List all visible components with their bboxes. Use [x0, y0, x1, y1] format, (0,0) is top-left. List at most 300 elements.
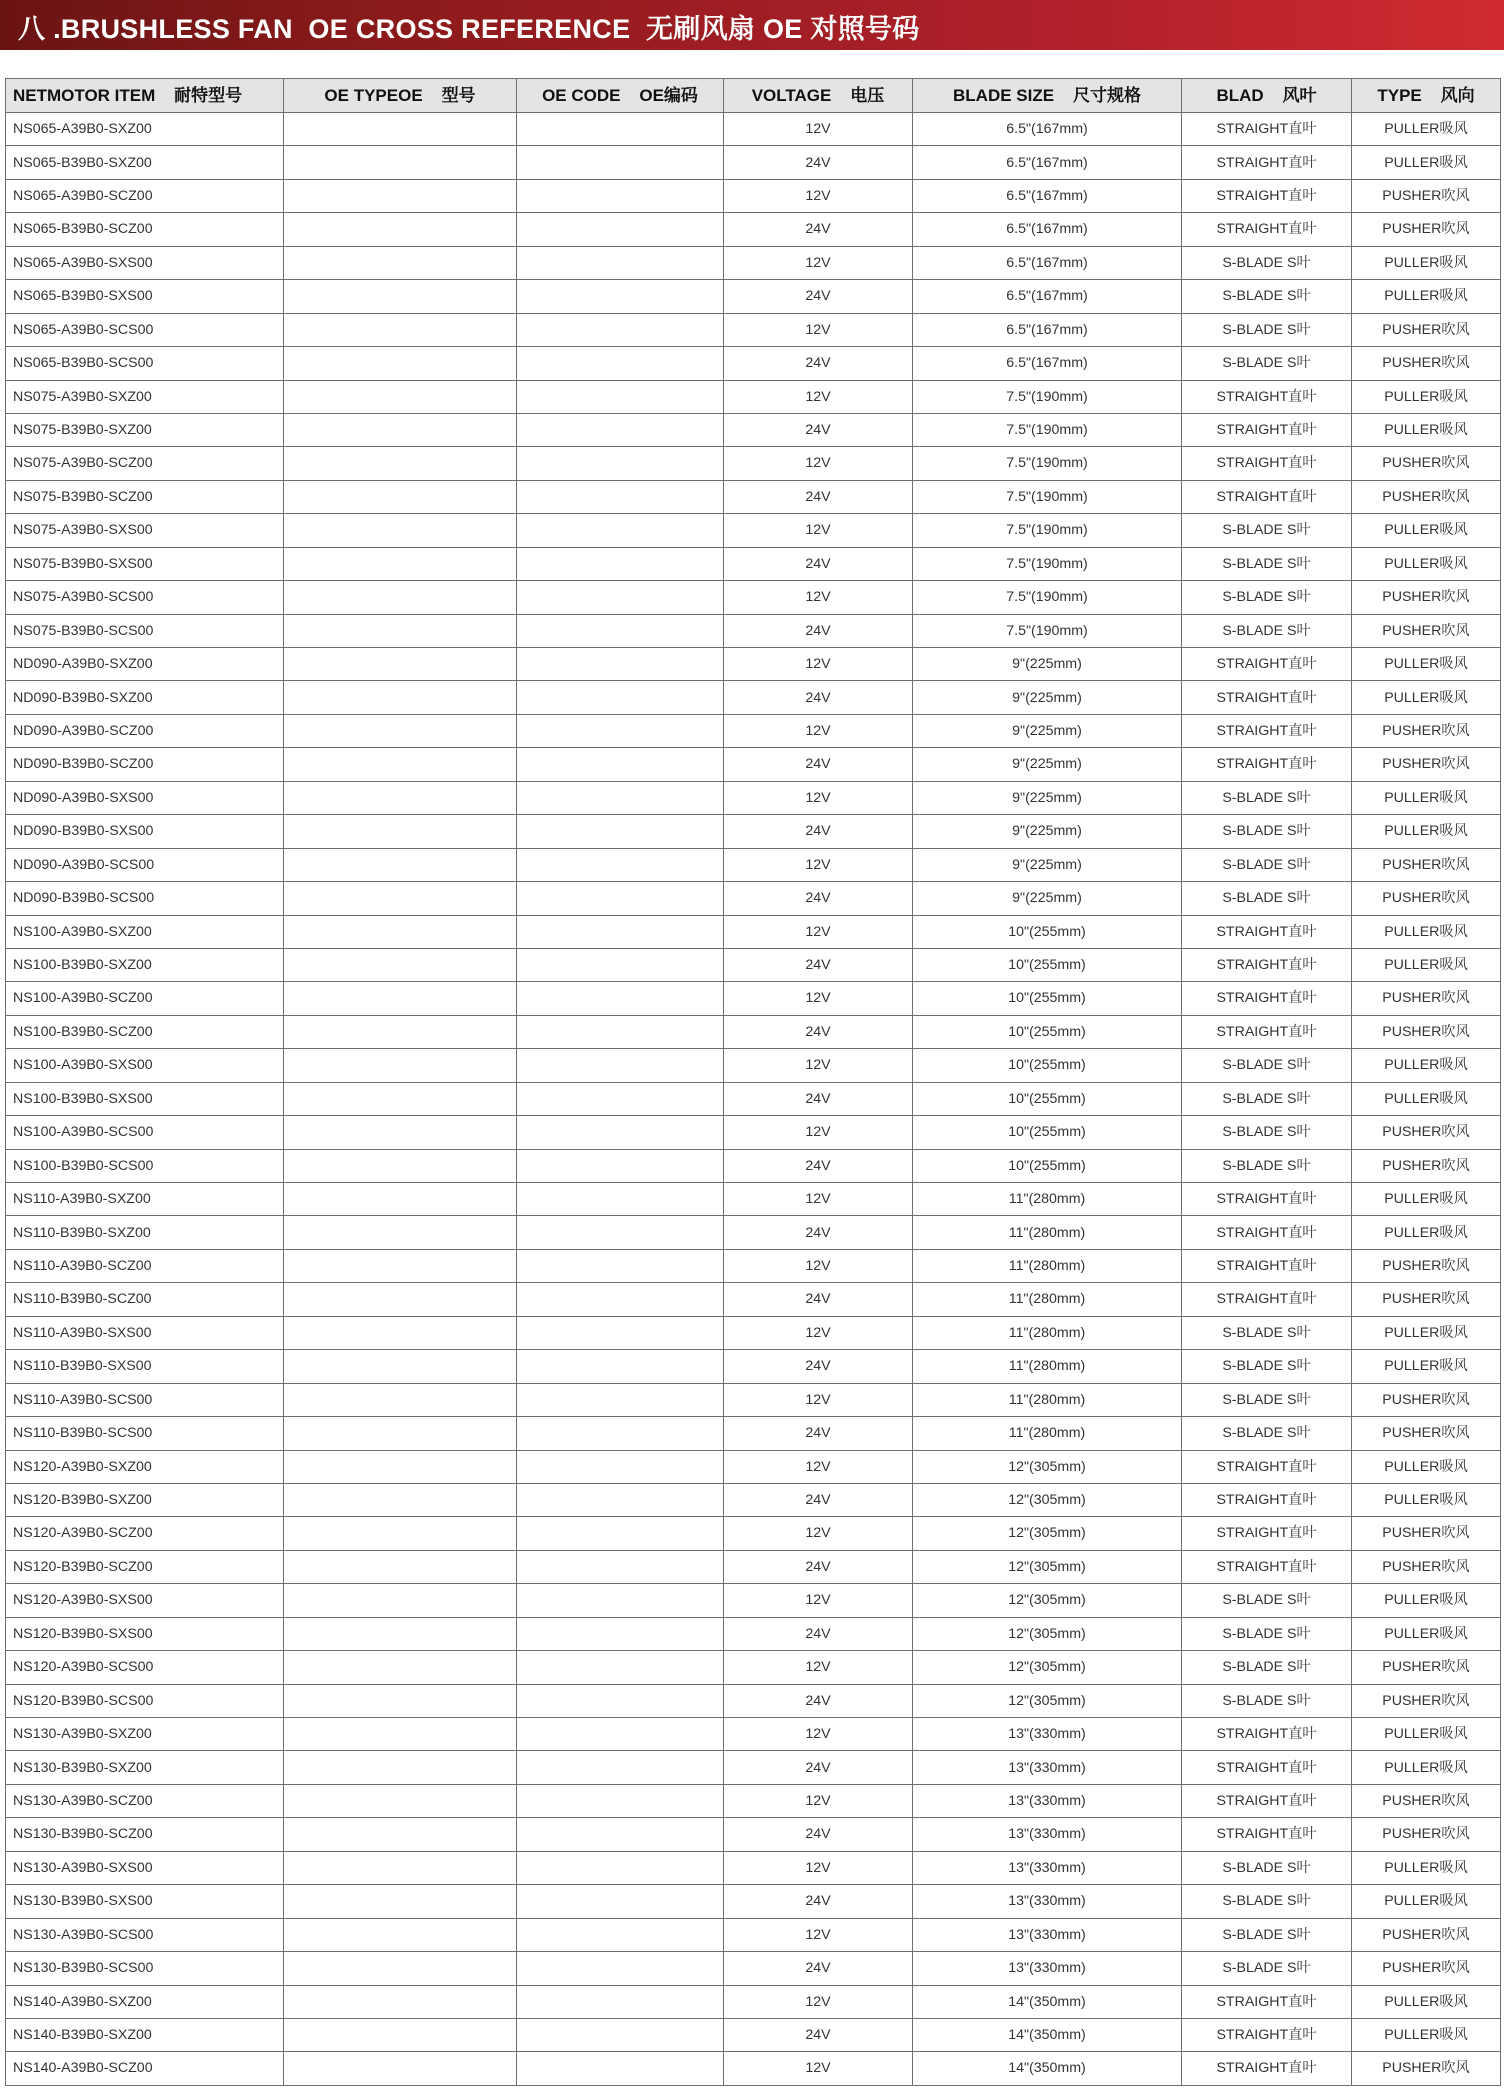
- oe-type-cell: [284, 882, 517, 915]
- blade-size-cell: 12"(305mm): [913, 1517, 1182, 1550]
- oe-code-cell: [517, 1049, 724, 1082]
- item-cell: NS100-A39B0-SXZ00: [6, 915, 284, 948]
- table-row: [6, 1216, 1501, 1249]
- oe-code-cell: [517, 1851, 724, 1884]
- type-cell: PUSHER吹风: [1352, 1517, 1501, 1550]
- oe-code-cell: [517, 1550, 724, 1583]
- blade-size-cell: 10"(255mm): [913, 915, 1182, 948]
- voltage-cell: 24V: [724, 1885, 913, 1918]
- table-row: [6, 1617, 1501, 1650]
- oe-code-cell: [517, 179, 724, 212]
- table-row: [6, 748, 1501, 781]
- item-cell: NS120-A39B0-SCS00: [6, 1651, 284, 1684]
- item-cell: NS110-B39B0-SXZ00: [6, 1216, 284, 1249]
- oe-code-cell: [517, 2018, 724, 2051]
- table-row: [6, 313, 1501, 346]
- oe-code-cell: [517, 1116, 724, 1149]
- blade-size-cell: 9"(225mm): [913, 848, 1182, 881]
- table-row: [6, 1483, 1501, 1516]
- oe-code-cell: [517, 1483, 724, 1516]
- oe-code-cell: [517, 1149, 724, 1182]
- oe-code-cell: [517, 1918, 724, 1951]
- oe-code-cell: [517, 547, 724, 580]
- item-cell: NS065-B39B0-SXS00: [6, 280, 284, 313]
- table-row: [6, 1651, 1501, 1684]
- oe-type-cell: [284, 514, 517, 547]
- voltage-cell: 12V: [724, 915, 913, 948]
- item-cell: NS075-B39B0-SXS00: [6, 547, 284, 580]
- type-cell: PULLER吸风: [1352, 1216, 1501, 1249]
- blade-size-cell: 7.5"(190mm): [913, 547, 1182, 580]
- blade-size-cell: 13"(330mm): [913, 1751, 1182, 1784]
- item-cell: NS065-A39B0-SXZ00: [6, 113, 284, 146]
- blade-size-cell: 11"(280mm): [913, 1249, 1182, 1282]
- oe-type-cell: [284, 1751, 517, 1784]
- item-cell: NS110-A39B0-SCS00: [6, 1383, 284, 1416]
- oe-type-cell: [284, 1918, 517, 1951]
- voltage-cell: 24V: [724, 1015, 913, 1048]
- blade-size-cell: 7.5"(190mm): [913, 380, 1182, 413]
- table-row: [6, 1383, 1501, 1416]
- oe-type-cell: [284, 1684, 517, 1717]
- table-row: [6, 246, 1501, 279]
- item-cell: NS110-A39B0-SXS00: [6, 1316, 284, 1349]
- blade-size-cell: 6.5"(167mm): [913, 347, 1182, 380]
- oe-type-cell: [284, 1651, 517, 1684]
- type-cell: PULLER吸风: [1352, 413, 1501, 446]
- blade-cell: S-BLADE S叶: [1182, 1584, 1352, 1617]
- oe-type-cell: [284, 1483, 517, 1516]
- voltage-cell: 12V: [724, 848, 913, 881]
- blade-size-cell: 11"(280mm): [913, 1417, 1182, 1450]
- table-row: [6, 681, 1501, 714]
- oe-type-cell: [284, 982, 517, 1015]
- blade-cell: S-BLADE S叶: [1182, 347, 1352, 380]
- voltage-cell: 24V: [724, 882, 913, 915]
- voltage-cell: 12V: [724, 581, 913, 614]
- item-cell: NS065-B39B0-SXZ00: [6, 146, 284, 179]
- oe-type-cell: [284, 1316, 517, 1349]
- item-cell: NS075-B39B0-SCZ00: [6, 480, 284, 513]
- item-cell: NS110-B39B0-SXS00: [6, 1350, 284, 1383]
- voltage-cell: 12V: [724, 380, 913, 413]
- voltage-cell: 24V: [724, 1617, 913, 1650]
- oe-type-cell: [284, 213, 517, 246]
- blade-cell: S-BLADE S叶: [1182, 1918, 1352, 1951]
- oe-code-cell: [517, 1584, 724, 1617]
- table-row: [6, 1316, 1501, 1349]
- table-row: [6, 1249, 1501, 1282]
- oe-type-cell: [284, 1149, 517, 1182]
- blade-cell: STRAIGHT直叶: [1182, 1483, 1352, 1516]
- blade-size-cell: 13"(330mm): [913, 1918, 1182, 1951]
- oe-type-cell: [284, 1082, 517, 1115]
- oe-code-cell: [517, 1952, 724, 1985]
- oe-code-cell: [517, 1283, 724, 1316]
- blade-cell: S-BLADE S叶: [1182, 313, 1352, 346]
- oe-type-cell: [284, 648, 517, 681]
- voltage-cell: 24V: [724, 748, 913, 781]
- type-cell: PULLER吸风: [1352, 146, 1501, 179]
- voltage-cell: 24V: [724, 681, 913, 714]
- voltage-cell: 12V: [724, 1851, 913, 1884]
- blade-cell: S-BLADE S叶: [1182, 1350, 1352, 1383]
- oe-type-cell: [284, 1249, 517, 1282]
- blade-cell: S-BLADE S叶: [1182, 848, 1352, 881]
- voltage-cell: 12V: [724, 113, 913, 146]
- oe-type-cell: [284, 2018, 517, 2051]
- table-row: [6, 280, 1501, 313]
- type-cell: PUSHER吹风: [1352, 614, 1501, 647]
- table-row: [6, 1049, 1501, 1082]
- oe-type-cell: [284, 1383, 517, 1416]
- blade-size-cell: 14"(350mm): [913, 2018, 1182, 2051]
- blade-cell: S-BLADE S叶: [1182, 280, 1352, 313]
- table-row: [6, 1450, 1501, 1483]
- voltage-cell: 24V: [724, 1082, 913, 1115]
- oe-code-cell: [517, 1517, 724, 1550]
- item-cell: ND090-A39B0-SCS00: [6, 848, 284, 881]
- oe-code-cell: [517, 347, 724, 380]
- table-row: [6, 413, 1501, 446]
- blade-size-cell: 10"(255mm): [913, 982, 1182, 1015]
- voltage-cell: 24V: [724, 948, 913, 981]
- oe-code-cell: [517, 213, 724, 246]
- voltage-cell: 24V: [724, 413, 913, 446]
- blade-size-cell: 10"(255mm): [913, 948, 1182, 981]
- type-cell: PUSHER吹风: [1352, 1684, 1501, 1717]
- type-cell: PUSHER吹风: [1352, 1249, 1501, 1282]
- blade-cell: S-BLADE S叶: [1182, 781, 1352, 814]
- type-cell: PUSHER吹风: [1352, 313, 1501, 346]
- type-cell: PULLER吸风: [1352, 1851, 1501, 1884]
- table-row: [6, 1851, 1501, 1884]
- oe-type-cell: [284, 848, 517, 881]
- oe-type-cell: [284, 1517, 517, 1550]
- voltage-cell: 24V: [724, 146, 913, 179]
- table-row: [6, 648, 1501, 681]
- table-row: [6, 1684, 1501, 1717]
- blade-size-cell: 6.5"(167mm): [913, 280, 1182, 313]
- oe-type-cell: [284, 146, 517, 179]
- blade-cell: STRAIGHT直叶: [1182, 380, 1352, 413]
- item-cell: NS100-A39B0-SCZ00: [6, 982, 284, 1015]
- voltage-cell: 12V: [724, 179, 913, 212]
- blade-cell: STRAIGHT直叶: [1182, 146, 1352, 179]
- voltage-cell: 12V: [724, 1049, 913, 1082]
- blade-size-cell: 7.5"(190mm): [913, 614, 1182, 647]
- item-cell: NS130-B39B0-SXZ00: [6, 1751, 284, 1784]
- header-blade: BLAD 风叶: [1182, 79, 1352, 113]
- blade-cell: STRAIGHT直叶: [1182, 1183, 1352, 1216]
- voltage-cell: 24V: [724, 1283, 913, 1316]
- table-row: [6, 1183, 1501, 1216]
- oe-type-cell: [284, 1049, 517, 1082]
- voltage-cell: 24V: [724, 1751, 913, 1784]
- blade-size-cell: 10"(255mm): [913, 1049, 1182, 1082]
- item-cell: NS130-A39B0-SCS00: [6, 1918, 284, 1951]
- oe-code-cell: [517, 1316, 724, 1349]
- oe-type-cell: [284, 948, 517, 981]
- blade-cell: STRAIGHT直叶: [1182, 948, 1352, 981]
- oe-code-cell: [517, 1350, 724, 1383]
- table-row: [6, 2018, 1501, 2051]
- table-row: [6, 1116, 1501, 1149]
- blade-cell: STRAIGHT直叶: [1182, 915, 1352, 948]
- oe-code-cell: [517, 882, 724, 915]
- oe-code-cell: [517, 648, 724, 681]
- blade-size-cell: 10"(255mm): [913, 1116, 1182, 1149]
- type-cell: PUSHER吹风: [1352, 1952, 1501, 1985]
- oe-type-cell: [284, 1283, 517, 1316]
- blade-cell: STRAIGHT直叶: [1182, 1784, 1352, 1817]
- table-row: [6, 1082, 1501, 1115]
- blade-size-cell: 12"(305mm): [913, 1450, 1182, 1483]
- voltage-cell: 24V: [724, 547, 913, 580]
- table-row: [6, 915, 1501, 948]
- header-netmotor-item: NETMOTOR ITEM 耐特型号: [6, 79, 284, 113]
- item-cell: ND090-B39B0-SCS00: [6, 882, 284, 915]
- blade-size-cell: 12"(305mm): [913, 1684, 1182, 1717]
- blade-size-cell: 6.5"(167mm): [913, 179, 1182, 212]
- page-title: 八 .BRUSHLESS FAN OE CROSS REFERENCE 无刷风扇 OE 对照号码: [18, 14, 920, 44]
- type-cell: PUSHER吹风: [1352, 1784, 1501, 1817]
- blade-cell: STRAIGHT直叶: [1182, 1718, 1352, 1751]
- oe-code-cell: [517, 614, 724, 647]
- oe-code-cell: [517, 748, 724, 781]
- voltage-cell: 24V: [724, 1149, 913, 1182]
- oe-type-cell: [284, 1216, 517, 1249]
- oe-code-cell: [517, 681, 724, 714]
- oe-code-cell: [517, 1985, 724, 2018]
- item-cell: NS120-A39B0-SXS00: [6, 1584, 284, 1617]
- blade-cell: STRAIGHT直叶: [1182, 748, 1352, 781]
- table-row: [6, 514, 1501, 547]
- oe-type-cell: [284, 1718, 517, 1751]
- blade-cell: S-BLADE S叶: [1182, 514, 1352, 547]
- type-cell: PUSHER吹风: [1352, 1149, 1501, 1182]
- blade-cell: STRAIGHT直叶: [1182, 1517, 1352, 1550]
- item-cell: NS130-B39B0-SXS00: [6, 1885, 284, 1918]
- type-cell: PUSHER吹风: [1352, 1015, 1501, 1048]
- table-row: [6, 1784, 1501, 1817]
- type-cell: PULLER吸风: [1352, 280, 1501, 313]
- table-row: [6, 1718, 1501, 1751]
- blade-cell: STRAIGHT直叶: [1182, 1751, 1352, 1784]
- item-cell: NS075-B39B0-SCS00: [6, 614, 284, 647]
- blade-cell: STRAIGHT直叶: [1182, 1985, 1352, 2018]
- blade-cell: STRAIGHT直叶: [1182, 1015, 1352, 1048]
- oe-type-cell: [284, 1784, 517, 1817]
- blade-size-cell: 7.5"(190mm): [913, 413, 1182, 446]
- item-cell: NS140-A39B0-SCZ00: [6, 2052, 284, 2085]
- oe-type-cell: [284, 480, 517, 513]
- type-cell: PUSHER吹风: [1352, 480, 1501, 513]
- blade-size-cell: 12"(305mm): [913, 1617, 1182, 1650]
- oe-type-cell: [284, 1985, 517, 2018]
- blade-size-cell: 10"(255mm): [913, 1082, 1182, 1115]
- blade-cell: S-BLADE S叶: [1182, 1617, 1352, 1650]
- type-cell: PULLER吸风: [1352, 380, 1501, 413]
- table-row: [6, 1885, 1501, 1918]
- oe-code-cell: [517, 1617, 724, 1650]
- voltage-cell: 12V: [724, 1450, 913, 1483]
- voltage-cell: 12V: [724, 1918, 913, 1951]
- table-row: [6, 547, 1501, 580]
- type-cell: PULLER吸风: [1352, 1885, 1501, 1918]
- oe-type-cell: [284, 1617, 517, 1650]
- type-cell: PUSHER吹风: [1352, 1818, 1501, 1851]
- oe-type-cell: [284, 447, 517, 480]
- blade-size-cell: 9"(225mm): [913, 648, 1182, 681]
- blade-size-cell: 7.5"(190mm): [913, 480, 1182, 513]
- oe-type-cell: [284, 748, 517, 781]
- item-cell: NS110-B39B0-SCS00: [6, 1417, 284, 1450]
- oe-code-cell: [517, 714, 724, 747]
- oe-type-cell: [284, 915, 517, 948]
- blade-cell: STRAIGHT直叶: [1182, 113, 1352, 146]
- blade-size-cell: 13"(330mm): [913, 1952, 1182, 1985]
- type-cell: PULLER吸风: [1352, 1751, 1501, 1784]
- blade-cell: S-BLADE S叶: [1182, 1651, 1352, 1684]
- oe-code-cell: [517, 1651, 724, 1684]
- table-row: [6, 781, 1501, 814]
- oe-code-cell: [517, 1015, 724, 1048]
- voltage-cell: 24V: [724, 614, 913, 647]
- oe-code-cell: [517, 447, 724, 480]
- blade-size-cell: 9"(225mm): [913, 781, 1182, 814]
- item-cell: NS065-A39B0-SXS00: [6, 246, 284, 279]
- item-cell: NS130-A39B0-SCZ00: [6, 1784, 284, 1817]
- blade-cell: S-BLADE S叶: [1182, 1851, 1352, 1884]
- type-cell: PULLER吸风: [1352, 1617, 1501, 1650]
- blade-size-cell: 13"(330mm): [913, 1851, 1182, 1884]
- voltage-cell: 12V: [724, 1316, 913, 1349]
- voltage-cell: 24V: [724, 480, 913, 513]
- item-cell: NS065-B39B0-SCS00: [6, 347, 284, 380]
- blade-cell: STRAIGHT直叶: [1182, 1818, 1352, 1851]
- voltage-cell: 12V: [724, 781, 913, 814]
- oe-type-cell: [284, 1116, 517, 1149]
- table-row: [6, 1283, 1501, 1316]
- item-cell: NS065-A39B0-SCS00: [6, 313, 284, 346]
- voltage-cell: 12V: [724, 514, 913, 547]
- table-row: [6, 1550, 1501, 1583]
- oe-code-cell: [517, 948, 724, 981]
- title-banner: [0, 0, 1504, 50]
- voltage-cell: 24V: [724, 1550, 913, 1583]
- blade-cell: STRAIGHT直叶: [1182, 648, 1352, 681]
- blade-cell: STRAIGHT直叶: [1182, 1550, 1352, 1583]
- item-cell: NS120-A39B0-SCZ00: [6, 1517, 284, 1550]
- blade-size-cell: 9"(225mm): [913, 815, 1182, 848]
- header-blade-size: BLADE SIZE 尺寸规格: [913, 79, 1182, 113]
- type-cell: PULLER吸风: [1352, 915, 1501, 948]
- voltage-cell: 12V: [724, 648, 913, 681]
- item-cell: NS100-B39B0-SXS00: [6, 1082, 284, 1115]
- blade-size-cell: 13"(330mm): [913, 1885, 1182, 1918]
- blade-cell: S-BLADE S叶: [1182, 815, 1352, 848]
- item-cell: NS075-A39B0-SCZ00: [6, 447, 284, 480]
- type-cell: PUSHER吹风: [1352, 848, 1501, 881]
- blade-cell: STRAIGHT直叶: [1182, 2052, 1352, 2085]
- type-cell: PULLER吸风: [1352, 948, 1501, 981]
- voltage-cell: 24V: [724, 347, 913, 380]
- oe-code-cell: [517, 1417, 724, 1450]
- blade-size-cell: 14"(350mm): [913, 2052, 1182, 2085]
- oe-type-cell: [284, 1851, 517, 1884]
- header-oe-code: OE CODE OE编码: [517, 79, 724, 113]
- blade-cell: STRAIGHT直叶: [1182, 681, 1352, 714]
- item-cell: NS065-A39B0-SCZ00: [6, 179, 284, 212]
- table-row: [6, 1751, 1501, 1784]
- blade-size-cell: 6.5"(167mm): [913, 246, 1182, 279]
- oe-type-cell: [284, 714, 517, 747]
- voltage-cell: 12V: [724, 1651, 913, 1684]
- table-row: [6, 2052, 1501, 2085]
- table-row: [6, 1985, 1501, 2018]
- blade-size-cell: 11"(280mm): [913, 1316, 1182, 1349]
- item-cell: NS130-A39B0-SXZ00: [6, 1718, 284, 1751]
- blade-cell: STRAIGHT直叶: [1182, 714, 1352, 747]
- voltage-cell: 24V: [724, 1684, 913, 1717]
- item-cell: NS120-B39B0-SCS00: [6, 1684, 284, 1717]
- type-cell: PULLER吸风: [1352, 1450, 1501, 1483]
- blade-size-cell: 12"(305mm): [913, 1483, 1182, 1516]
- blade-cell: STRAIGHT直叶: [1182, 447, 1352, 480]
- blade-cell: S-BLADE S叶: [1182, 547, 1352, 580]
- type-cell: PULLER吸风: [1352, 648, 1501, 681]
- oe-code-cell: [517, 246, 724, 279]
- oe-type-cell: [284, 1885, 517, 1918]
- header-oe-type: OE TYPEOE 型号: [284, 79, 517, 113]
- type-cell: PULLER吸风: [1352, 1316, 1501, 1349]
- blade-cell: S-BLADE S叶: [1182, 1885, 1352, 1918]
- oe-type-cell: [284, 2052, 517, 2085]
- blade-cell: S-BLADE S叶: [1182, 1684, 1352, 1717]
- oe-type-cell: [284, 1183, 517, 1216]
- blade-size-cell: 6.5"(167mm): [913, 213, 1182, 246]
- blade-cell: S-BLADE S叶: [1182, 1082, 1352, 1115]
- oe-code-cell: [517, 1718, 724, 1751]
- item-cell: ND090-B39B0-SXZ00: [6, 681, 284, 714]
- type-cell: PULLER吸风: [1352, 1183, 1501, 1216]
- type-cell: PULLER吸风: [1352, 547, 1501, 580]
- blade-cell: S-BLADE S叶: [1182, 246, 1352, 279]
- table-row: [6, 1517, 1501, 1550]
- type-cell: PULLER吸风: [1352, 1718, 1501, 1751]
- blade-cell: S-BLADE S叶: [1182, 882, 1352, 915]
- oe-code-cell: [517, 1684, 724, 1717]
- voltage-cell: 12V: [724, 1517, 913, 1550]
- oe-code-cell: [517, 1082, 724, 1115]
- item-cell: NS130-B39B0-SCZ00: [6, 1818, 284, 1851]
- table-row: [6, 380, 1501, 413]
- table-row: [6, 1952, 1501, 1985]
- item-cell: NS130-B39B0-SCS00: [6, 1952, 284, 1985]
- item-cell: NS110-B39B0-SCZ00: [6, 1283, 284, 1316]
- blade-cell: STRAIGHT直叶: [1182, 413, 1352, 446]
- blade-size-cell: 9"(225mm): [913, 681, 1182, 714]
- voltage-cell: 24V: [724, 2018, 913, 2051]
- oe-type-cell: [284, 380, 517, 413]
- oe-code-cell: [517, 915, 724, 948]
- table-body: [6, 113, 1501, 2086]
- blade-size-cell: 13"(330mm): [913, 1718, 1182, 1751]
- oe-code-cell: [517, 313, 724, 346]
- oe-type-cell: [284, 1550, 517, 1583]
- type-cell: PULLER吸风: [1352, 246, 1501, 279]
